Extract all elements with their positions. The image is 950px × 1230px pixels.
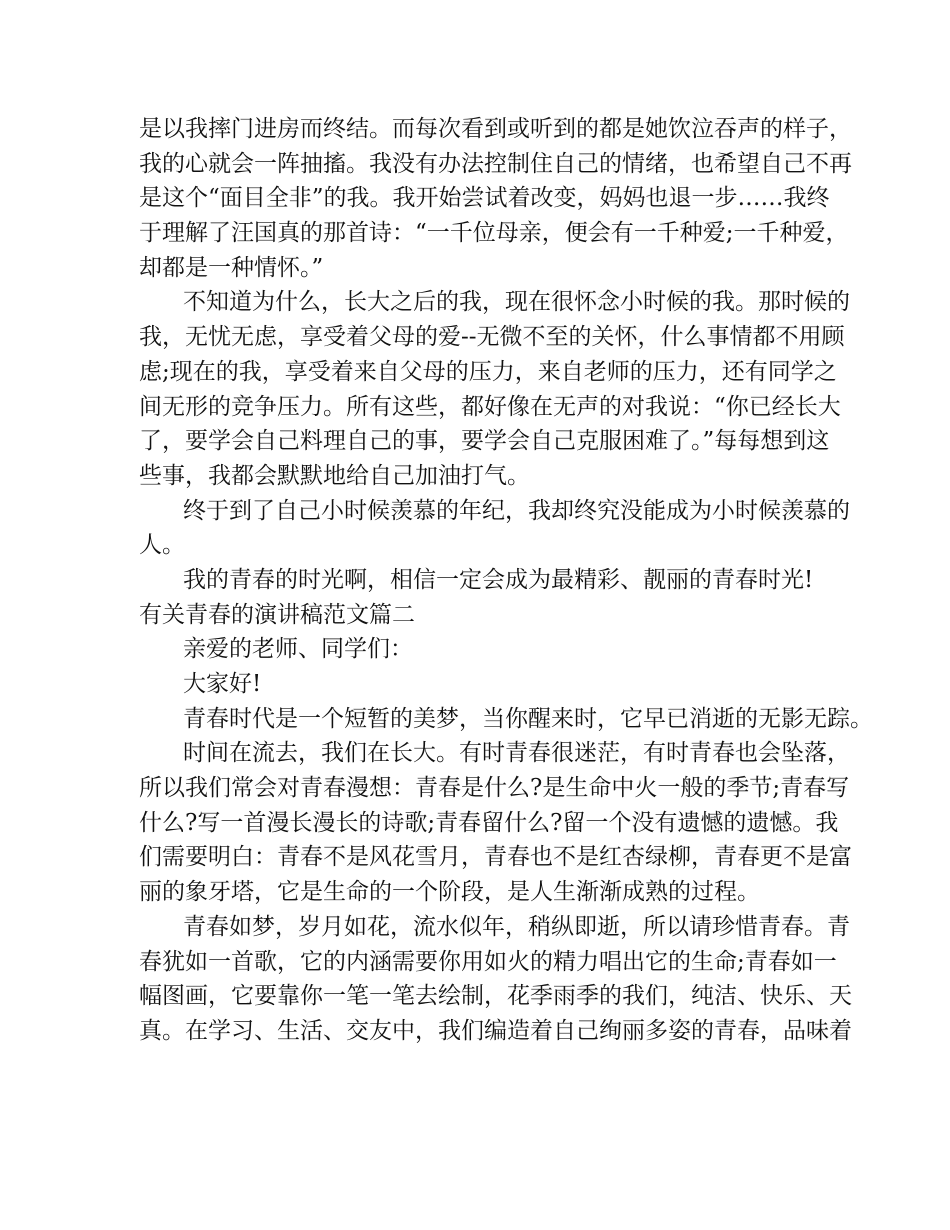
- text-line: 真。在学习、生活、交友中，我们编造着自己绚丽多姿的青春，品味着: [139, 1017, 852, 1044]
- text-line: 了，要学会自己料理自己的事，要学会自己克服困难了。”每每想到这: [139, 428, 830, 455]
- text-line: 青春如梦，岁月如花，流水似年，稍纵即逝，所以请珍惜青春。青: [183, 913, 850, 940]
- text-line: 春犹如一首歌，它的内涵需要你用如火的精力唱出它的生命;青春如一: [139, 948, 837, 975]
- text-line: 什么?写一首漫长漫长的诗歌;青春留什么?留一个没有遗憾的遗憾。我: [139, 809, 839, 836]
- text-line: 青春时代是一个短暂的美梦，当你醒来时，它早已消逝的无影无踪。: [183, 705, 873, 732]
- text-line: 我的青春的时光啊，相信一定会成为最精彩、靓丽的青春时光!: [183, 566, 814, 593]
- text-line: 是以我摔门进房而终结。而每次看到或听到的都是她饮泣吞声的样子，: [139, 116, 852, 142]
- text-line: 却都是一种情怀。”: [139, 254, 324, 281]
- text-line: 亲爱的老师、同学们：: [183, 636, 413, 663]
- text-line: 于理解了汪国真的那首诗：“一千位母亲，便会有一千种爱;一千种爱，: [139, 220, 849, 247]
- text-line: 我的心就会一阵抽搐。我没有办法控制住自己的情绪，也希望自己不再: [139, 150, 852, 177]
- text-line: 些事，我都会默默地给自己加油打气。: [139, 462, 530, 489]
- text-line: 时间在流去，我们在长大。有时青春很迷茫，有时青春也会坠落，: [183, 740, 850, 767]
- text-line: 不知道为什么，长大之后的我，现在很怀念小时候的我。那时候的: [183, 289, 850, 316]
- text-line: 们需要明白：青春不是风花雪月，青春也不是红杏绿柳，青春更不是富: [139, 844, 852, 871]
- text-line: 间无形的竞争压力。所有这些，都好像在无声的对我说：“你已经长大: [139, 393, 841, 420]
- text-line: 大家好!: [183, 671, 262, 697]
- document-body: [139, 112, 873, 1049]
- text-line: 所以我们常会对青春漫想：青春是什么?是生命中火一般的季节;青春写: [139, 775, 850, 802]
- text-line: 终于到了自己小时候羡慕的年纪，我却终究没能成为小时候羡慕的: [183, 497, 850, 524]
- text-line: 是这个“面目全非”的我。我开始尝试着改变，妈妈也退一步……我终: [139, 185, 830, 212]
- text-line: 丽的象牙塔，它是生命的一个阶段，是人生渐渐成熟的过程。: [139, 879, 760, 906]
- text-line: 我，无忧无虑，享受着父母的爱--无微不至的关怀，什么事情都不用顾: [139, 324, 845, 351]
- text-line: 有关青春的演讲稿范文篇二: [139, 601, 415, 628]
- text-line: 虑;现在的我，享受着来自父母的压力，来自老师的压力，还有同学之: [139, 358, 837, 385]
- text-line: 人。: [139, 532, 185, 559]
- text-line: 幅图画，它要靠你一笔一笔去绘制，花季雨季的我们，纯洁、快乐、天: [139, 983, 852, 1010]
